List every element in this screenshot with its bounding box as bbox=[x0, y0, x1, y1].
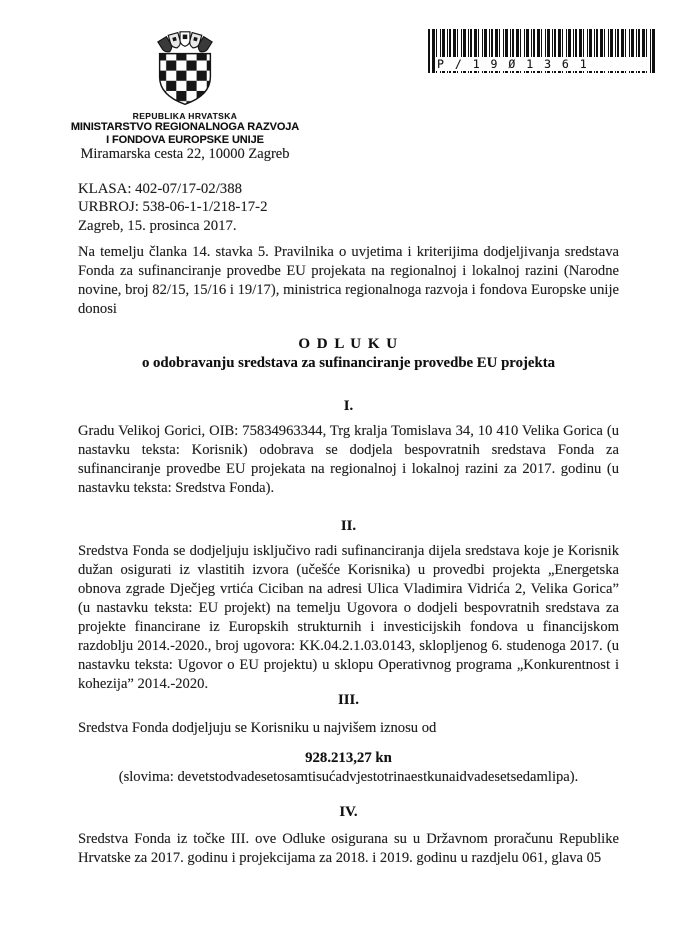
section-number-ii: II. bbox=[340, 518, 357, 534]
ministry-name-line1: MINISTARSTVO REGIONALNOGA RAZVOJA bbox=[70, 121, 300, 133]
grant-amount: 928.213,27 kn bbox=[305, 750, 392, 766]
decision-title-block bbox=[78, 336, 619, 372]
country-name: REPUBLIKA HRVATSKA bbox=[132, 111, 238, 121]
barcode-label: P / 1 9 Ø 1 3 6 1 bbox=[435, 57, 647, 71]
grant-amount-in-words: (slovima: devetstodvadesetosamtisućadvjestotrinaestkunaidvadesetsedamlipa). bbox=[118, 769, 579, 785]
decision-subtitle: o odobravanju sredstava za sufinanciranje provedbe EU projekta bbox=[141, 355, 556, 371]
ministry-name-line2: I FONDOVA EUROPSKE UNIJE bbox=[106, 133, 264, 146]
section-paragraph-ii: Sredstva Fonda se dodjeljuju isključivo radi sufinanciranja dijela sredstava koje je Korisnik dužan osigurati iz vlastitih izvora (učešće Korisnika) u provedbi projekta „Energetska obnova zgrade Dječjeg vrtića Ciciban na adresi Ulica Vladimira Vidrića 2, Velika Gorica” (u nastavku teksta: EU projekt) na temelju Ugovora o dodjeli bespovratnih sredstava za projekte financirane iz Europskih strukturnih i investicijskih fondova u financijskom razdoblju 2014.-2020., broj ugovora: KK.04.2.1.03.0143, sklopljenog 6. studenoga 2017. (u nastavku teksta: Ugovor o EU projektu) u sklopu Operativnog programa „Konkurentnost i kohezija” 2014.-2020. bbox=[78, 543, 619, 692]
section-paragraph-iii: Sredstva Fonda dodjeljuju se Korisniku u najvišem iznosu od bbox=[78, 720, 437, 736]
section-number-i: I. bbox=[343, 398, 354, 414]
urbroj-line: URBROJ: 538-06-1-1/218-17-2 bbox=[78, 199, 268, 216]
section-paragraph-iv: Sredstva Fonda iz točke III. ove Odluke osigurana su u Državnom proračunu Republike Hrvatske za 2017. godinu i projekcijama za 2018. i 2019. godinu u razdjelu 061, glava 05 bbox=[78, 831, 619, 866]
klasa-line: KLASA: 402-07/17-02/388 bbox=[78, 181, 242, 197]
letterhead bbox=[60, 30, 310, 162]
ministry-address: Miramarska cesta 22, 10000 Zagreb bbox=[80, 146, 290, 162]
reference-block bbox=[78, 180, 267, 235]
barcode bbox=[428, 29, 656, 73]
place-date-line: Zagreb, 15. prosinca 2017. bbox=[78, 217, 237, 234]
decision-title: O D L U K U bbox=[298, 336, 399, 352]
section-number-iv: IV. bbox=[339, 804, 358, 820]
section-paragraph-i: Gradu Velikoj Gorici, OIB: 75834963344, Trg kralja Tomislava 34, 10 410 Velika Gorica (u nastavku teksta: Korisnik) odobrava se dodjela bespovratnih sredstava Fonda za sufinanciranje provedbe EU projekata na regionalnoj i lokalnoj razini za 2017. godinu (u nastavku teksta: Sredstva Fonda). bbox=[78, 423, 619, 496]
section-number-iii: III. bbox=[338, 692, 359, 708]
preamble-paragraph: Na temelju članka 14. stavka 5. Pravilnika o uvjetima i kriterijima dodjeljivanja sredstava Fonda za sufinanciranje provedbe EU projekata na regionalnoj i lokalnoj razini (Narodne novine, broj 82/15, 15/16 i 19/17), ministrica regionalnoga razvoja i fondova Europske unije donosi bbox=[78, 244, 619, 317]
croatian-coat-of-arms-icon bbox=[156, 30, 214, 108]
